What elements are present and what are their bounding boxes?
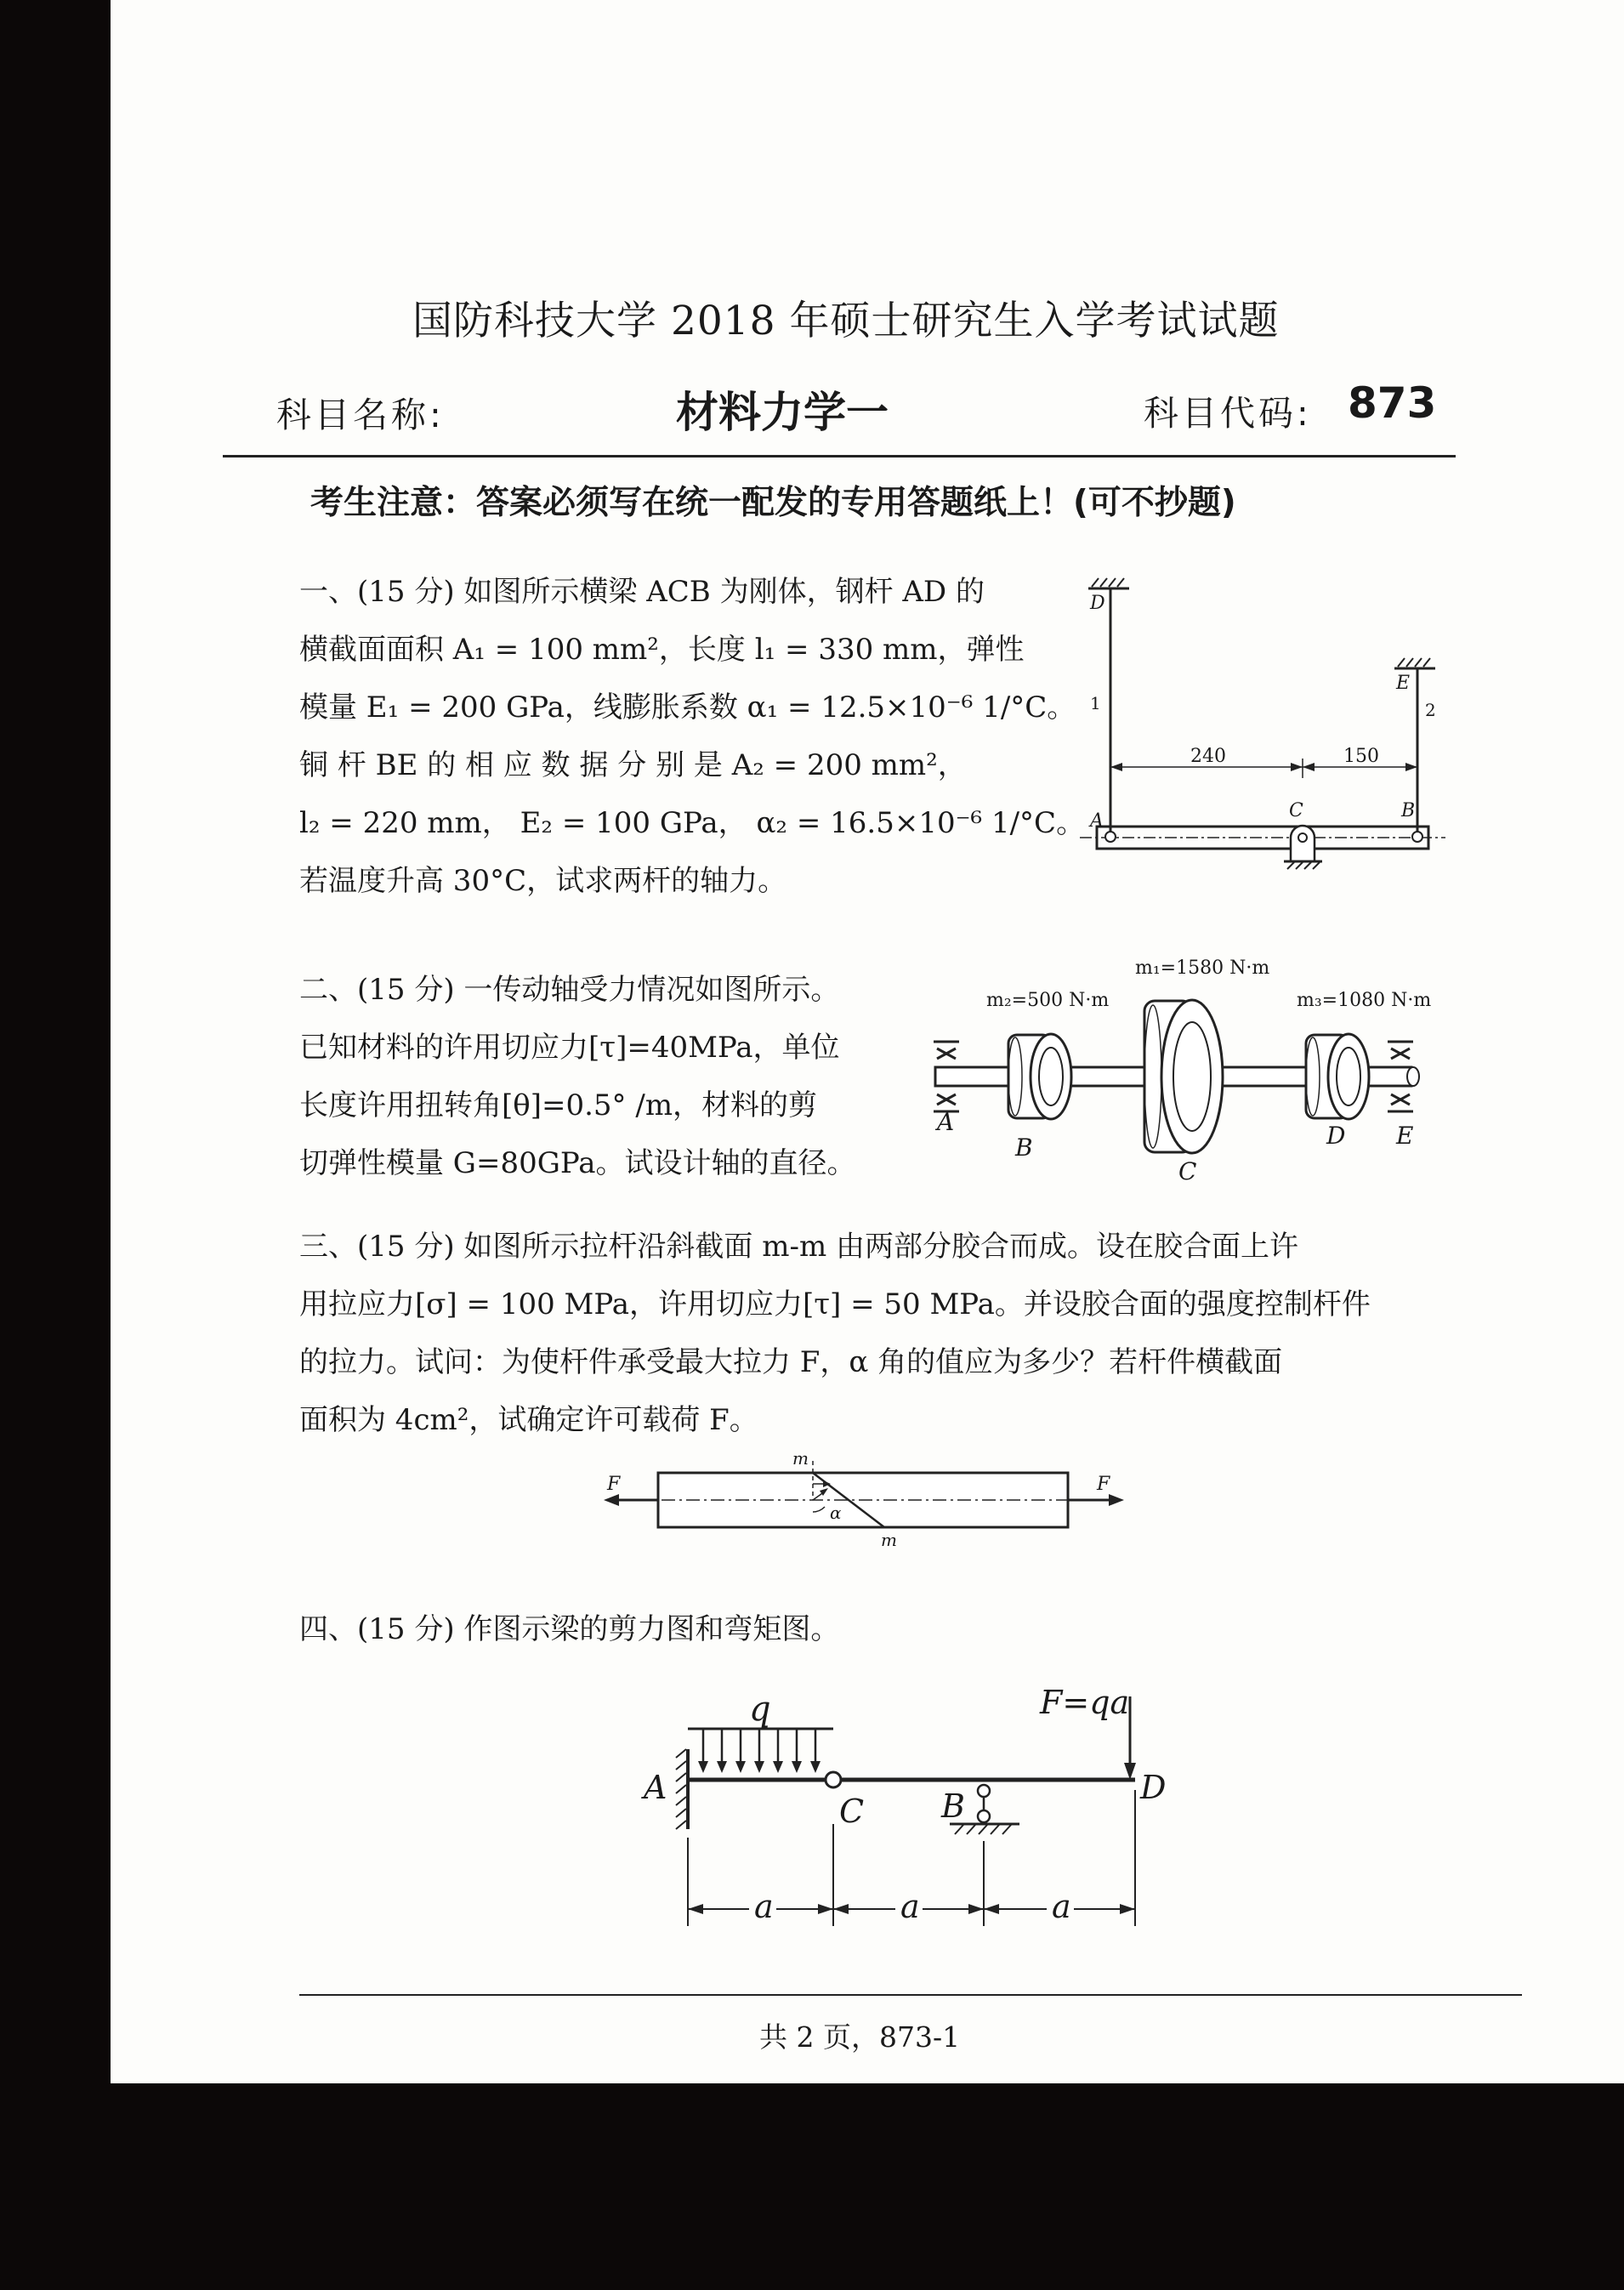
question-2 [299,961,856,1192]
q3-line: 用拉应力[σ] = 100 MPa，许用切应力[τ] = 50 MPa。并设胶合面的强度控制杆件 [299,1287,1371,1321]
dim-150: 150 [1343,746,1379,767]
question-4 [299,1600,839,1658]
page-footer: 共 2 页，873-1 [759,2020,961,2054]
question-1 [299,563,1085,910]
code-label: 科目代码: [1144,393,1312,434]
label-D: D [1140,1769,1167,1806]
q1-line: 一、(15 分) 如图所示横梁 ACB 为刚体，钢杆 AD 的 [299,575,985,609]
q4-figure [633,1679,1186,1943]
label-a: a [1052,1888,1071,1925]
label-D: D [1326,1122,1346,1150]
label-C: C [1178,1157,1197,1185]
footer-rule [299,1994,1522,1996]
label-rod-2: 2 [1425,700,1436,720]
label-A: A [937,1108,955,1136]
label-C: C [1289,800,1303,821]
label-B: B [941,1787,965,1825]
q1-line: 横截面面积 A₁ = 100 mm²，长度 l₁ = 330 mm，弹性 [299,633,1025,667]
label-F: F=qa [1040,1684,1130,1721]
label-A: A [644,1769,667,1806]
label-a: a [900,1888,920,1925]
q1-line: 若温度升高 30°C，试求两杆的轴力。 [299,864,787,898]
label-E: E [1396,1122,1414,1150]
exam-title: 国防科技大学 2018 年硕士研究生入学考试试题 [412,298,1280,344]
q4-line: 四、(15 分) 作图示梁的剪力图和弯矩图。 [299,1612,840,1646]
code-value: 873 [1348,378,1437,428]
subject-name: 材料力学一 [676,388,889,437]
label-m1: m₁=1580 N·m [1135,957,1270,979]
label-m-top: m [792,1448,809,1469]
label-C: C [839,1793,865,1830]
q1-line: l₂ = 220 mm， E₂ = 100 GPa， α₂ = 16.5×10⁻⁶ 1/°C。 [299,806,1086,840]
question-3 [299,1218,1371,1449]
label-B: B [1015,1134,1033,1162]
label-rod-1: 1 [1090,693,1101,713]
label-a: a [754,1888,774,1925]
label-m-bottom: m [881,1530,897,1550]
q3-line: 面积为 4cm²，试确定许可载荷 F。 [299,1403,758,1437]
label-q: q [749,1690,771,1729]
notice: 考生注意：答案必须写在统一配发的专用答题纸上！(可不抄题) [310,484,1236,522]
subject-label: 科目名称: [276,395,445,435]
q3-line: 三、(15 分) 如图所示拉杆沿斜截面 m-m 由两部分胶合而成。设在胶合面上许 [299,1230,1298,1264]
label-B: B [1401,800,1416,821]
q2-line: 已知材料的许用切应力[τ]=40MPa，单位 [299,1031,840,1065]
label-F-left: F [607,1474,621,1495]
label-m3: m₃=1080 N·m [1297,990,1432,1011]
q1-figure [1080,570,1454,884]
q2-line: 长度许用扭转角[θ]=0.5° /m，材料的剪 [299,1088,818,1122]
q1-line: 模量 E₁ = 200 GPa，线膨胀系数 α₁ = 12.5×10⁻⁶ 1/°C。 [299,690,1076,725]
label-E: E [1396,673,1411,694]
label-D: D [1090,593,1105,614]
label-m2: m₂=500 N·m [986,990,1110,1011]
q2-line: 切弹性模量 G=80GPa。试设计轴的直径。 [299,1146,856,1180]
q2-figure [927,948,1445,1186]
q3-figure [595,1446,1139,1556]
label-F-right: F [1097,1474,1110,1495]
dim-240: 240 [1190,746,1226,767]
label-alpha: α [830,1503,842,1523]
q1-line: 铜 杆 BE 的 相 应 数 据 分 别 是 A₂ = 200 mm²， [299,748,967,782]
q3-line: 的拉力。试问：为使杆件承受最大拉力 F，α 角的值应为多少？若杆件横截面 [299,1345,1283,1379]
q2-line: 二、(15 分) 一传动轴受力情况如图所示。 [299,973,840,1007]
label-A: A [1090,810,1104,832]
header-rule [223,455,1456,457]
